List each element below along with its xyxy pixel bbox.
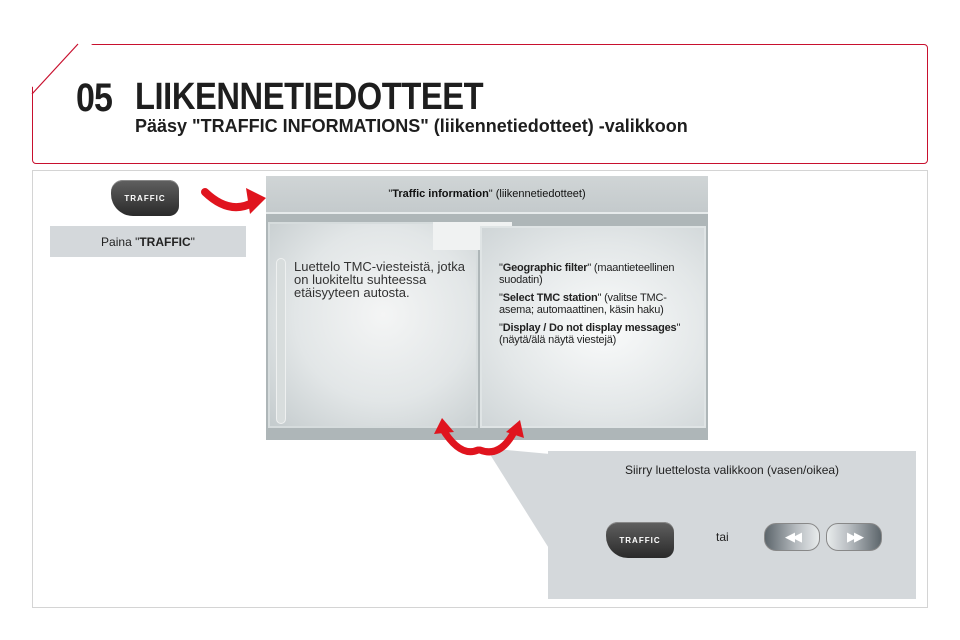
press-traffic-instruction: Paina " TRAFFIC "	[50, 226, 246, 257]
menu-item-geographic-filter[interactable]: "Geographic filter" (maantieteellinen suodatin)	[499, 262, 675, 286]
seek-back-button[interactable]	[764, 523, 820, 551]
traffic-button[interactable]	[111, 180, 179, 216]
traffic-menu-options	[499, 262, 695, 352]
chapter-number: 05	[76, 76, 113, 120]
fast-forward-icon: ▶▶	[847, 529, 861, 544]
message-list-description: Luettelo TMC-viesteistä, jotka on luokiteltu suhteessa etäisyyteen autosta.	[294, 259, 465, 300]
seek-forward-button[interactable]	[826, 523, 882, 551]
curved-arrow-icon	[432, 416, 528, 462]
traffic-button-label: TRAFFIC	[619, 535, 661, 545]
traffic-key-name: TRAFFIC	[139, 234, 191, 249]
screen-title: " Traffic information " (liikennetiedotteet)	[266, 176, 708, 214]
page-title: LIIKENNETIEDOTTEET	[135, 76, 484, 118]
message-list-panel[interactable]	[268, 222, 478, 428]
traffic-button[interactable]	[606, 522, 674, 558]
list-scrollbar[interactable]	[276, 258, 286, 424]
curved-arrow-icon	[200, 182, 270, 226]
or-label: tai	[716, 530, 729, 544]
rewind-icon: ◀◀	[785, 529, 799, 544]
page-subtitle: Pääsy "TRAFFIC INFORMATIONS" (liikennetiedotteet) -valikkoon	[135, 116, 688, 136]
traffic-button-label: TRAFFIC	[124, 193, 166, 203]
navigation-instruction: Siirry luettelosta valikkoon (vasen/oikea)	[624, 463, 840, 477]
menu-item-display-messages[interactable]: "Display / Do not display messages" (näytä/älä näytä viestejä)	[499, 322, 681, 346]
menu-item-select-tmc-station[interactable]: "Select TMC station" (valitse TMC-asema; automaattinen, käsin haku)	[499, 292, 667, 316]
